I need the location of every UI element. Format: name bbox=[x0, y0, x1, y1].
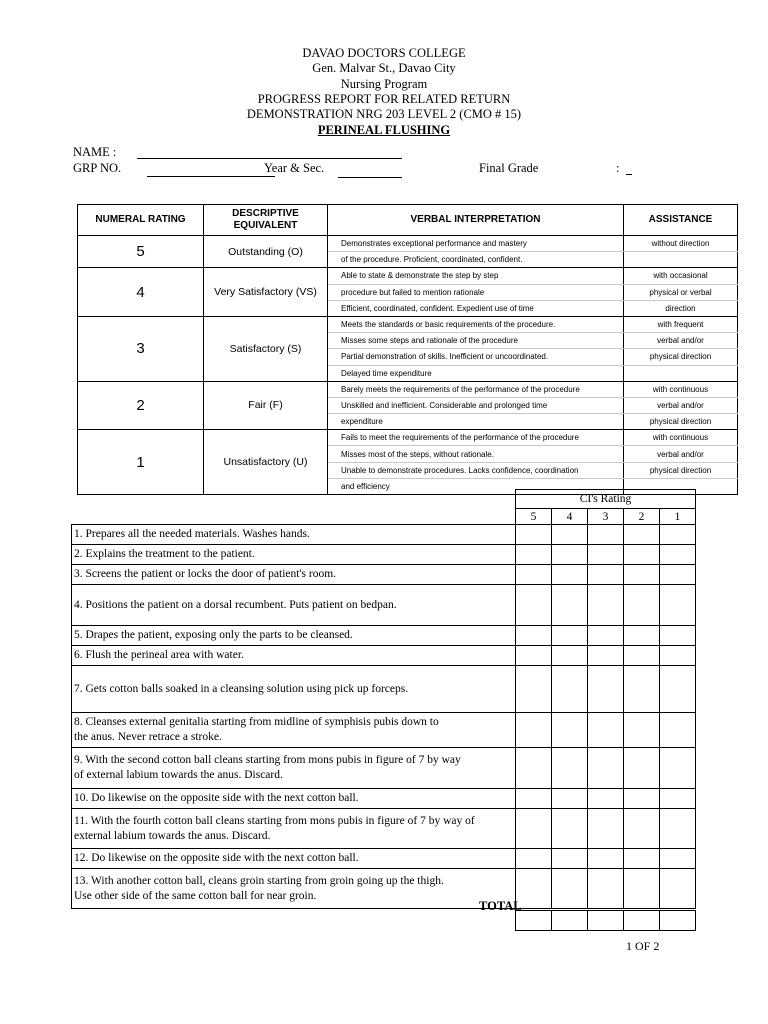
step-row bbox=[72, 666, 696, 713]
numeral-rating-header: NUMERAL RATING bbox=[78, 205, 204, 236]
rating-cell-2[interactable] bbox=[624, 748, 660, 789]
rating-cell-2[interactable] bbox=[624, 809, 660, 849]
assistance-level: with frequent bbox=[624, 316, 738, 332]
numeral-rating: 1 bbox=[78, 430, 204, 495]
legend-row bbox=[78, 381, 738, 397]
assistance-level: physical direction bbox=[624, 462, 738, 478]
rating-cell-4[interactable] bbox=[552, 666, 588, 713]
rating-cell-5[interactable] bbox=[516, 585, 552, 626]
rating-cell-5[interactable] bbox=[516, 748, 552, 789]
college-name: DAVAO DOCTORS COLLEGE bbox=[302, 46, 466, 60]
final-grade-colon: : bbox=[616, 161, 620, 175]
rating-cell-1[interactable] bbox=[660, 525, 696, 545]
verbal-interpretation: Meets the standards or basic requirements of the procedure. bbox=[328, 316, 624, 332]
step-row bbox=[72, 748, 696, 789]
step-row bbox=[72, 545, 696, 565]
descriptive-equivalent-header: DESCRIPTIVE EQUIVALENT bbox=[204, 205, 328, 236]
rating-cell-2[interactable] bbox=[624, 525, 660, 545]
step-text: 8. Cleanses external genitalia starting from midline of symphisis pubis down to the anus. Never retrace a stroke. bbox=[72, 713, 516, 748]
assistance-level: with occasional bbox=[624, 268, 738, 284]
ci-rating-title: CI's Rating bbox=[516, 490, 696, 509]
step-row bbox=[72, 585, 696, 626]
step-text: 13. With another cotton ball, cleans groin starting from groin going up the thigh. Use other side of the same cotton ball for near groin. bbox=[72, 869, 516, 909]
rating-cell-2[interactable] bbox=[624, 585, 660, 626]
rating-cell-1[interactable] bbox=[660, 748, 696, 789]
verbal-interpretation: Partial demonstration of skills. Inefficient or uncoordinated. bbox=[328, 349, 624, 365]
verbal-interpretation: Misses most of the steps, without rationale. bbox=[328, 446, 624, 462]
ci-rating-column: 2 bbox=[624, 509, 660, 525]
total-label: TOTAL bbox=[479, 899, 522, 913]
report-title: PROGRESS REPORT FOR RELATED RETURN bbox=[257, 92, 511, 106]
step-text: 6. Flush the perineal area with water. bbox=[72, 646, 516, 666]
step-text: 7. Gets cotton balls soaked in a cleansing solution using pick up forceps. bbox=[72, 666, 516, 713]
rating-cell-3[interactable] bbox=[588, 545, 624, 565]
rating-cell-4[interactable] bbox=[552, 565, 588, 585]
step-text: 4. Positions the patient on a dorsal recumbent. Puts patient on bedpan. bbox=[72, 585, 516, 626]
ci-rating-header bbox=[515, 489, 696, 525]
assistance-level: verbal and/or bbox=[624, 397, 738, 413]
step-text: 12. Do likewise on the opposite side with the next cotton ball. bbox=[72, 849, 516, 869]
rating-cell-5[interactable] bbox=[516, 626, 552, 646]
rating-cell-2[interactable] bbox=[624, 713, 660, 748]
rating-cell-5[interactable] bbox=[516, 849, 552, 869]
assistance-level bbox=[624, 252, 738, 268]
step-row bbox=[72, 525, 696, 545]
college-address: Gen. Malvar St., Davao City bbox=[312, 61, 456, 75]
grp-label: GRP NO. bbox=[73, 161, 122, 175]
rating-cell-3[interactable] bbox=[588, 585, 624, 626]
assistance-level: verbal and/or bbox=[624, 333, 738, 349]
rating-cell-1[interactable] bbox=[660, 646, 696, 666]
descriptive-equivalent: Satisfactory (S) bbox=[204, 316, 328, 381]
step-text: 3. Screens the patient or locks the door of patient's room. bbox=[72, 565, 516, 585]
procedure-checklist bbox=[71, 524, 696, 909]
rating-cell-3[interactable] bbox=[588, 565, 624, 585]
rating-cell-5[interactable] bbox=[516, 666, 552, 713]
legend-header-row bbox=[78, 205, 738, 236]
final-grade-field[interactable] bbox=[626, 174, 632, 175]
step-row bbox=[72, 626, 696, 646]
rating-cell-1[interactable] bbox=[660, 585, 696, 626]
legend-row bbox=[78, 316, 738, 332]
rating-cell-5[interactable] bbox=[516, 809, 552, 849]
rating-cell-3[interactable] bbox=[588, 525, 624, 545]
rating-cell-4[interactable] bbox=[552, 585, 588, 626]
verbal-interpretation: Misses some steps and rationale of the procedure bbox=[328, 333, 624, 349]
assistance-level: physical direction bbox=[624, 414, 738, 430]
step-row bbox=[72, 869, 696, 909]
total-score-2[interactable] bbox=[624, 911, 660, 931]
rating-cell-3[interactable] bbox=[588, 748, 624, 789]
rating-cell-5[interactable] bbox=[516, 646, 552, 666]
rating-cell-2[interactable] bbox=[624, 646, 660, 666]
legend-row bbox=[78, 268, 738, 284]
rating-cell-2[interactable] bbox=[624, 666, 660, 713]
total-score-row bbox=[515, 910, 696, 931]
verbal-interpretation: and efficiency bbox=[328, 478, 624, 494]
rating-cell-4[interactable] bbox=[552, 646, 588, 666]
step-text: 11. With the fourth cotton ball cleans starting from mons pubis in figure of 7 by way of external labium towards the anus. Discard. bbox=[72, 809, 516, 849]
total-score-1[interactable] bbox=[660, 911, 696, 931]
rating-cell-3[interactable] bbox=[588, 789, 624, 809]
rating-cell-1[interactable] bbox=[660, 809, 696, 849]
rating-cell-2[interactable] bbox=[624, 869, 660, 909]
numeral-rating: 2 bbox=[78, 381, 204, 430]
step-row bbox=[72, 713, 696, 748]
numeral-rating: 5 bbox=[78, 236, 204, 268]
rating-cell-1[interactable] bbox=[660, 565, 696, 585]
rating-cell-1[interactable] bbox=[660, 713, 696, 748]
rating-cell-3[interactable] bbox=[588, 809, 624, 849]
rating-cell-1[interactable] bbox=[660, 849, 696, 869]
descriptive-equivalent: Unsatisfactory (U) bbox=[204, 430, 328, 495]
name-label: NAME : bbox=[73, 145, 117, 159]
rating-cell-3[interactable] bbox=[588, 713, 624, 748]
numeral-rating: 4 bbox=[78, 268, 204, 317]
rating-cell-3[interactable] bbox=[588, 626, 624, 646]
rating-cell-5[interactable] bbox=[516, 789, 552, 809]
rating-cell-3[interactable] bbox=[588, 666, 624, 713]
final-grade-label: Final Grade bbox=[479, 161, 539, 175]
assistance-level: physical direction bbox=[624, 349, 738, 365]
rating-cell-3[interactable] bbox=[588, 869, 624, 909]
procedure-title: PERINEAL FLUSHING bbox=[317, 123, 451, 137]
step-text: 1. Prepares all the needed materials. Washes hands. bbox=[72, 525, 516, 545]
rating-cell-4[interactable] bbox=[552, 626, 588, 646]
rating-cell-4[interactable] bbox=[552, 525, 588, 545]
ci-rating-column: 3 bbox=[588, 509, 624, 525]
program-name: Nursing Program bbox=[340, 77, 428, 91]
rating-cell-4[interactable] bbox=[552, 748, 588, 789]
rating-cell-4[interactable] bbox=[552, 789, 588, 809]
rating-cell-4[interactable] bbox=[552, 849, 588, 869]
rating-cell-3[interactable] bbox=[588, 646, 624, 666]
rating-cell-5[interactable] bbox=[516, 545, 552, 565]
rating-cell-1[interactable] bbox=[660, 869, 696, 909]
assistance-header: ASSISTANCE bbox=[624, 205, 738, 236]
rating-cell-1[interactable] bbox=[660, 626, 696, 646]
step-row bbox=[72, 565, 696, 585]
ci-rating-column: 5 bbox=[516, 509, 552, 525]
assistance-level: with continuous bbox=[624, 381, 738, 397]
rating-cell-5[interactable] bbox=[516, 565, 552, 585]
assistance-level: without direction bbox=[624, 236, 738, 252]
descriptive-equivalent: Fair (F) bbox=[204, 381, 328, 430]
year-sec-label: Year & Sec. bbox=[264, 161, 325, 175]
ci-rating-column: 4 bbox=[552, 509, 588, 525]
step-row bbox=[72, 849, 696, 869]
rating-cell-2[interactable] bbox=[624, 545, 660, 565]
rating-cell-5[interactable] bbox=[516, 713, 552, 748]
grp-field[interactable] bbox=[147, 176, 275, 177]
verbal-interpretation: of the procedure. Proficient, coordinated, confident. bbox=[328, 252, 624, 268]
rating-cell-3[interactable] bbox=[588, 849, 624, 869]
verbal-interpretation: Unable to demonstrate procedures. Lacks confidence, coordination bbox=[328, 462, 624, 478]
assistance-level: physical or verbal bbox=[624, 284, 738, 300]
verbal-interpretation: Unskilled and inefficient. Considerable and prolonged time bbox=[328, 397, 624, 413]
rating-cell-2[interactable] bbox=[624, 565, 660, 585]
legend-row bbox=[78, 236, 738, 252]
descriptive-equivalent: Outstanding (O) bbox=[204, 236, 328, 268]
rating-cell-4[interactable] bbox=[552, 809, 588, 849]
total-score-5[interactable] bbox=[516, 911, 552, 931]
verbal-interpretation: Barely meets the requirements of the performance of the procedure bbox=[328, 381, 624, 397]
rating-cell-2[interactable] bbox=[624, 789, 660, 809]
rating-cell-4[interactable] bbox=[552, 713, 588, 748]
verbal-interpretation: Delayed time expenditure bbox=[328, 365, 624, 381]
rating-cell-2[interactable] bbox=[624, 626, 660, 646]
ci-rating-column: 1 bbox=[660, 509, 696, 525]
rating-cell-4[interactable] bbox=[552, 545, 588, 565]
step-row bbox=[72, 809, 696, 849]
assistance-level: verbal and/or bbox=[624, 446, 738, 462]
step-text: 9. With the second cotton ball cleans starting from mons pubis in figure of 7 by way of external labium towards the anus. Discard. bbox=[72, 748, 516, 789]
assistance-level: direction bbox=[624, 300, 738, 316]
rating-cell-1[interactable] bbox=[660, 545, 696, 565]
rating-cell-1[interactable] bbox=[660, 666, 696, 713]
assistance-level: with continuous bbox=[624, 430, 738, 446]
rating-cell-2[interactable] bbox=[624, 849, 660, 869]
verbal-interpretation: Able to state & demonstrate the step by step bbox=[328, 268, 624, 284]
page-number: 1 OF 2 bbox=[626, 939, 660, 953]
numeral-rating: 3 bbox=[78, 316, 204, 381]
verbal-interpretation: expenditure bbox=[328, 414, 624, 430]
legend-row bbox=[78, 430, 738, 446]
step-text: 10. Do likewise on the opposite side with the next cotton ball. bbox=[72, 789, 516, 809]
step-text: 5. Drapes the patient, exposing only the parts to be cleansed. bbox=[72, 626, 516, 646]
step-row bbox=[72, 789, 696, 809]
rating-cell-4[interactable] bbox=[552, 869, 588, 909]
demonstration-line: DEMONSTRATION NRG 203 LEVEL 2 (CMO # 15) bbox=[246, 107, 522, 121]
rating-legend bbox=[77, 204, 713, 491]
year-sec-field[interactable] bbox=[338, 177, 402, 178]
verbal-interpretation: Fails to meet the requirements of the performance of the procedure bbox=[328, 430, 624, 446]
name-field[interactable] bbox=[137, 158, 402, 159]
total-score-3[interactable] bbox=[588, 911, 624, 931]
step-text: 2. Explains the treatment to the patient. bbox=[72, 545, 516, 565]
total-score-4[interactable] bbox=[552, 911, 588, 931]
verbal-interpretation: Efficient, coordinated, confident. Expedient use of time bbox=[328, 300, 624, 316]
verbal-interpretation: procedure but failed to mention rationale bbox=[328, 284, 624, 300]
step-row bbox=[72, 646, 696, 666]
rating-cell-5[interactable] bbox=[516, 525, 552, 545]
rating-cell-1[interactable] bbox=[660, 789, 696, 809]
verbal-interpretation: Demonstrates exceptional performance and mastery bbox=[328, 236, 624, 252]
assistance-level bbox=[624, 365, 738, 381]
verbal-interpretation-header: VERBAL INTERPRETATION bbox=[328, 205, 624, 236]
descriptive-equivalent: Very Satisfactory (VS) bbox=[204, 268, 328, 317]
